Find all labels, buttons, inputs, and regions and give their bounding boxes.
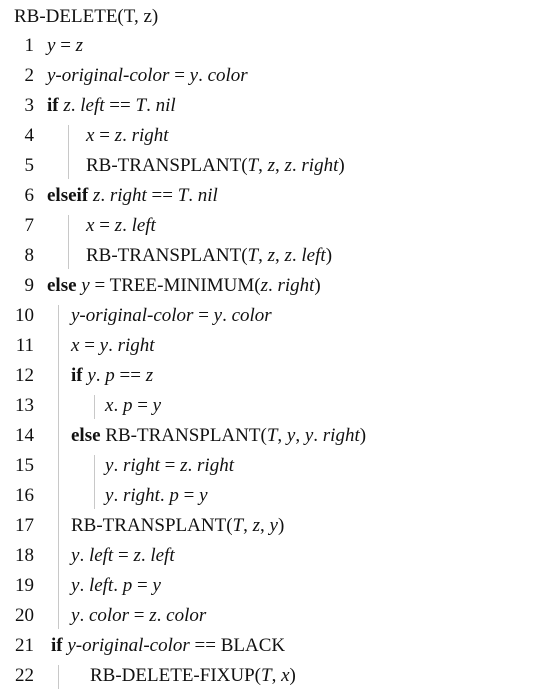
code-line xyxy=(0,121,560,151)
code-line xyxy=(0,391,560,421)
line-code: y-original-color = y. color xyxy=(71,305,272,326)
code-line xyxy=(0,301,560,331)
indent-guide xyxy=(94,395,95,419)
line-number: 18 xyxy=(15,545,34,566)
line-code: if y-original-color == BLACK xyxy=(51,635,286,656)
code-line xyxy=(0,481,560,511)
code-line xyxy=(0,91,560,121)
line-number: 13 xyxy=(15,395,34,416)
code-line xyxy=(0,571,560,601)
line-number: 15 xyxy=(15,455,34,476)
line-number: 11 xyxy=(15,335,34,356)
code-line xyxy=(0,61,560,91)
indent-guide xyxy=(68,125,69,179)
line-code: y. right. p = y xyxy=(105,485,208,506)
line-number: 14 xyxy=(15,425,34,446)
line-code: x. p = y xyxy=(105,395,162,416)
code-line xyxy=(0,541,560,571)
code-line xyxy=(0,151,560,181)
line-number: 3 xyxy=(24,95,34,116)
line-code: x = y. right xyxy=(71,335,155,356)
indent-guide xyxy=(58,665,59,689)
line-number: 6 xyxy=(24,185,34,206)
code-line xyxy=(0,421,560,451)
line-number: 12 xyxy=(15,365,34,386)
code-line xyxy=(0,31,560,61)
indent-guide xyxy=(58,305,59,629)
line-code: x = z. left xyxy=(86,215,156,236)
line-code: RB-TRANSPLANT(T, z, z. left) xyxy=(86,245,333,266)
line-code: y. left = z. left xyxy=(71,545,175,566)
line-code: y. left. p = y xyxy=(71,575,161,596)
line-code: y. right = z. right xyxy=(105,455,234,476)
indent-guide xyxy=(68,215,69,269)
line-code: y. color = z. color xyxy=(71,605,207,626)
procedure-title: RB-DELETE(T, z) xyxy=(14,6,159,27)
line-number: 16 xyxy=(15,485,34,506)
line-code: x = z. right xyxy=(86,125,169,146)
code-line xyxy=(0,361,560,391)
line-number: 1 xyxy=(24,35,34,56)
line-code: y = z xyxy=(47,35,84,56)
line-code: RB-TRANSPLANT(T, z, y) xyxy=(71,515,285,536)
line-code: else RB-TRANSPLANT(T, y, y. right) xyxy=(71,425,367,446)
indent-guide xyxy=(94,455,95,509)
line-number: 20 xyxy=(15,605,34,626)
line-number: 19 xyxy=(15,575,34,596)
line-code: y-original-color = y. color xyxy=(47,65,248,86)
code-line xyxy=(0,211,560,241)
line-number: 5 xyxy=(24,155,34,176)
line-number: 2 xyxy=(24,65,34,86)
code-line xyxy=(0,511,560,541)
line-number: 17 xyxy=(15,515,34,536)
line-code: elseif z. right == T. nil xyxy=(47,185,218,206)
code-line xyxy=(0,661,560,691)
line-code: if y. p == z xyxy=(71,365,154,386)
line-number: 9 xyxy=(24,275,34,296)
code-line xyxy=(0,241,560,271)
line-number: 7 xyxy=(24,215,34,236)
line-number: 4 xyxy=(24,125,34,146)
line-number: 8 xyxy=(24,245,34,266)
code-line xyxy=(0,181,560,211)
line-code: RB-DELETE-FIXUP(T, x) xyxy=(90,665,296,686)
line-code: if z. left == T. nil xyxy=(47,95,176,116)
line-number: 10 xyxy=(15,305,34,326)
code-line xyxy=(0,631,560,661)
code-line xyxy=(0,601,560,631)
code-line xyxy=(0,331,560,361)
code-line xyxy=(0,271,560,301)
line-code: else y = TREE-MINIMUM(z. right) xyxy=(47,275,321,296)
line-number: 21 xyxy=(15,635,34,656)
line-number: 22 xyxy=(15,665,34,686)
line-code: RB-TRANSPLANT(T, z, z. right) xyxy=(86,155,345,176)
code-line xyxy=(0,451,560,481)
